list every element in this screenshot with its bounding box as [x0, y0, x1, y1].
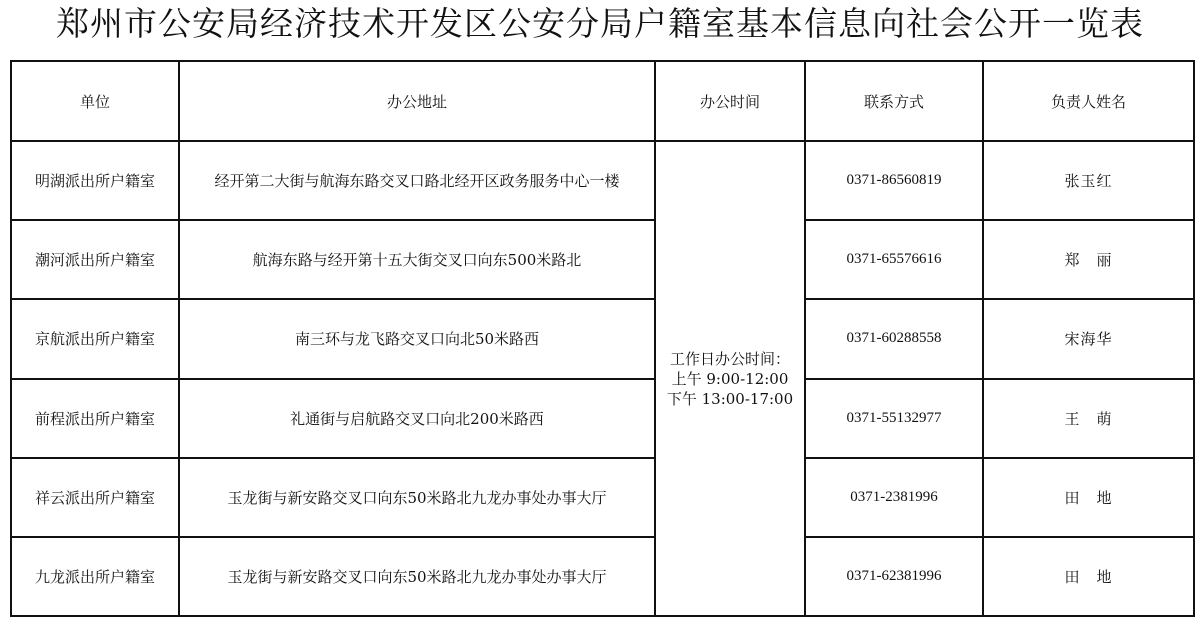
office-hours-line: 上午 9:00-12:00 — [671, 369, 789, 388]
phone-cell: 0371-62381996 — [805, 537, 983, 616]
phone-cell: 0371-65576616 — [805, 220, 983, 299]
phone-cell: 0371-86560819 — [805, 141, 983, 220]
person-cell: 宋海华 — [983, 299, 1194, 378]
person-cell: 郑 丽 — [983, 220, 1194, 299]
person-cell: 田 地 — [983, 458, 1194, 537]
person-cell: 张玉红 — [983, 141, 1194, 220]
unit-cell: 前程派出所户籍室 — [11, 379, 179, 458]
header-address: 办公地址 — [179, 61, 655, 141]
table-row — [11, 220, 1194, 299]
address-cell: 玉龙街与新安路交叉口向东50米路北九龙办事处办事大厅 — [179, 458, 655, 537]
header-hours: 办公时间 — [655, 61, 805, 141]
unit-cell: 明湖派出所户籍室 — [11, 141, 179, 220]
page-title: 郑州市公安局经济技术开发区公安分局户籍室基本信息向社会公开一览表 — [56, 4, 1144, 43]
table-row — [11, 299, 1194, 378]
header-person: 负责人姓名 — [983, 61, 1194, 141]
address-cell: 航海东路与经开第十五大街交叉口向东500米路北 — [179, 220, 655, 299]
table-row — [11, 537, 1194, 616]
unit-cell: 潮河派出所户籍室 — [11, 220, 179, 299]
unit-cell: 九龙派出所户籍室 — [11, 537, 179, 616]
phone-cell: 0371-55132977 — [805, 379, 983, 458]
phone-cell: 0371-2381996 — [805, 458, 983, 537]
header-phone: 联系方式 — [805, 61, 983, 141]
table-row — [11, 379, 1194, 458]
address-cell: 玉龙街与新安路交叉口向东50米路北九龙办事处办事大厅 — [179, 537, 655, 616]
person-cell: 王 萌 — [983, 379, 1194, 458]
header-unit: 单位 — [11, 61, 179, 141]
phone-cell: 0371-60288558 — [805, 299, 983, 378]
unit-cell: 京航派出所户籍室 — [11, 299, 179, 378]
office-hours-cell — [655, 141, 805, 616]
info-table — [10, 60, 1195, 617]
table-header-row — [11, 61, 1194, 141]
unit-cell: 祥云派出所户籍室 — [11, 458, 179, 537]
address-cell: 经开第二大街与航海东路交叉口路北经开区政务服务中心一楼 — [179, 141, 655, 220]
table-row — [11, 141, 1194, 220]
person-cell: 田 地 — [983, 537, 1194, 616]
office-hours-line: 工作日办公时间： — [669, 349, 790, 368]
address-cell: 礼通街与启航路交叉口向北200米路西 — [179, 379, 655, 458]
office-hours-line: 下午 13:00-17:00 — [666, 389, 794, 408]
address-cell: 南三环与龙飞路交叉口向北50米路西 — [179, 299, 655, 378]
table-row — [11, 458, 1194, 537]
